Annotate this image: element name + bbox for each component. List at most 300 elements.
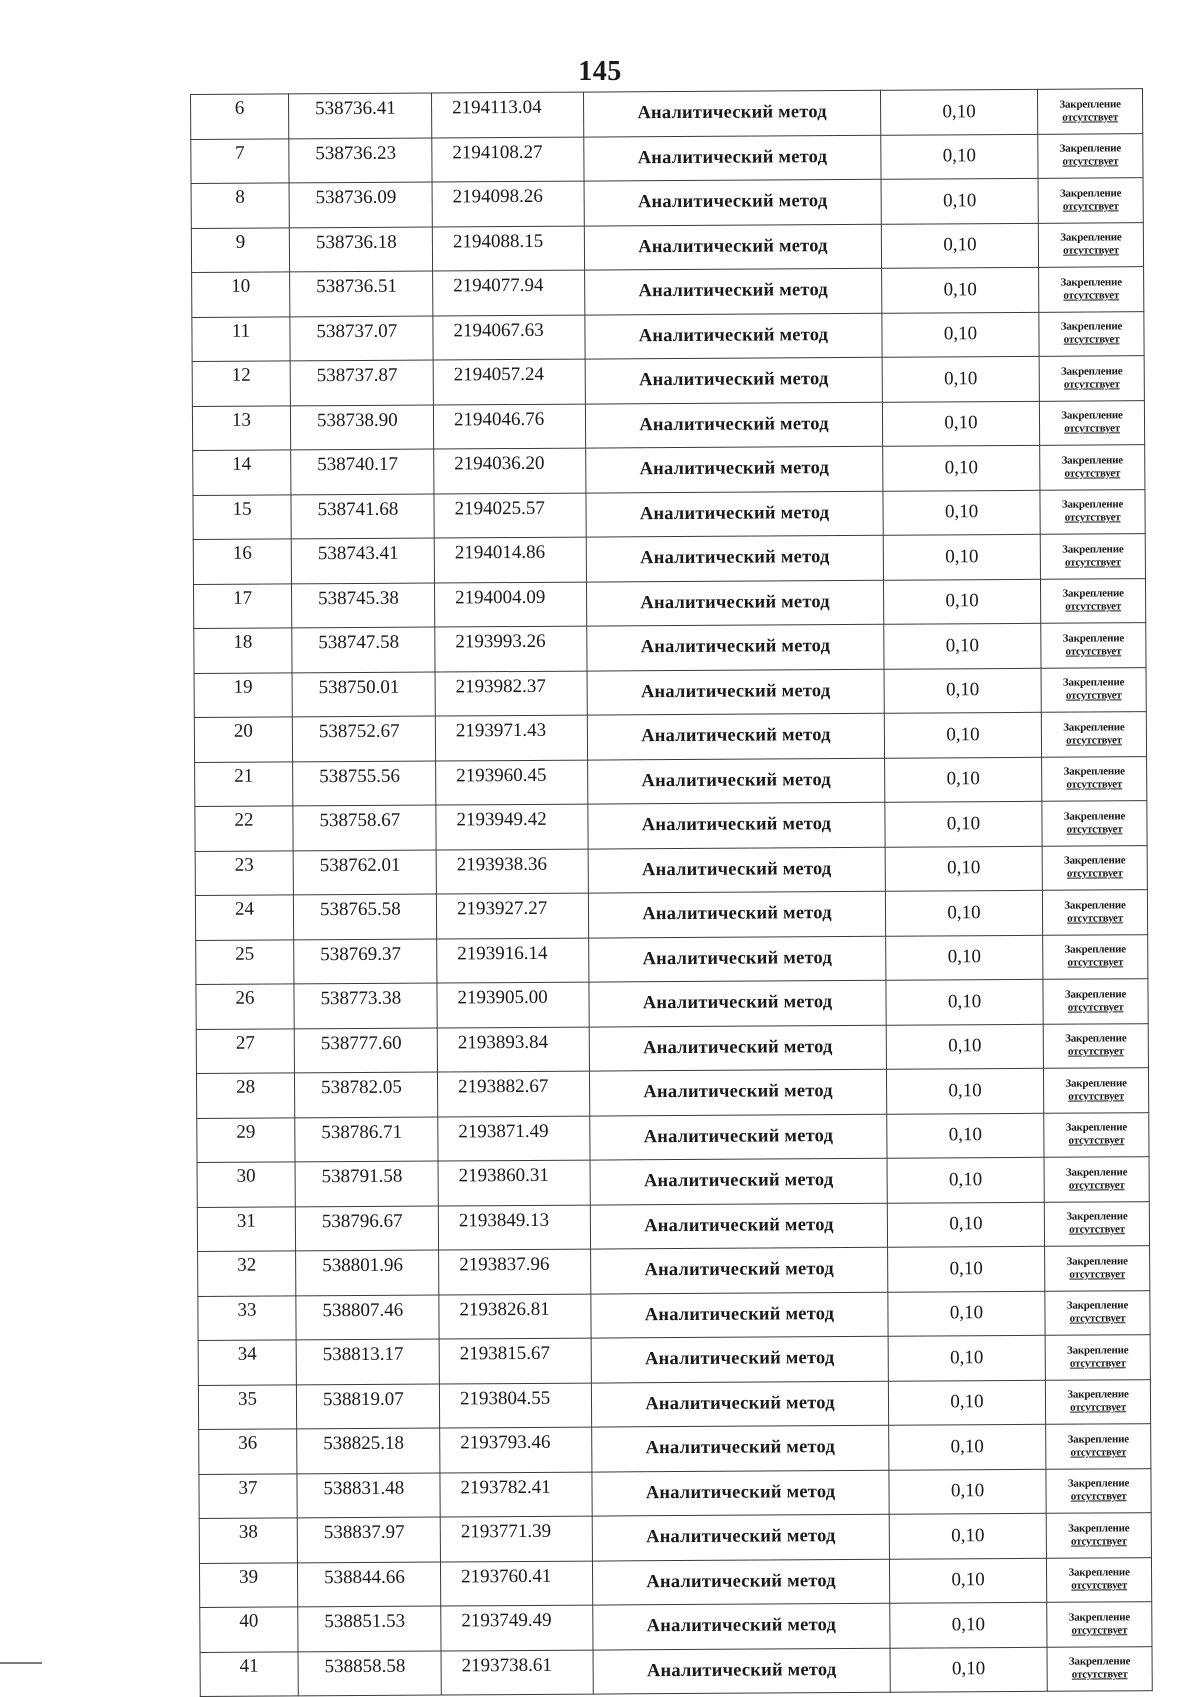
table-row xyxy=(194,667,1146,717)
x-coordinate-cell: 538736.41 xyxy=(289,93,432,138)
method-cell: Аналитический метод xyxy=(584,224,881,270)
coordinates-table-body xyxy=(191,89,1153,1697)
x-coordinate-cell: 538758.67 xyxy=(293,805,436,850)
point-number-cell: 39 xyxy=(199,1562,297,1607)
accuracy-cell: 0,10 xyxy=(888,1380,1045,1425)
accuracy-cell: 0,10 xyxy=(889,1424,1046,1469)
fixation-cell xyxy=(1040,534,1145,579)
fixation-status: отсутствует xyxy=(1063,289,1120,302)
y-coordinate-cell: 2194067.63 xyxy=(433,315,585,360)
page-number: 145 xyxy=(578,56,622,87)
method-cell: Аналитический метод xyxy=(589,1025,886,1071)
table-row xyxy=(198,1246,1150,1296)
y-coordinate-cell: 2193782.41 xyxy=(440,1472,592,1517)
fixation-label: Закрепление xyxy=(1067,1433,1129,1446)
accuracy-cell: 0,10 xyxy=(883,534,1040,579)
fixation-status: отсутствует xyxy=(1070,1446,1127,1459)
fixation-status: отсутствует xyxy=(1068,1090,1125,1103)
method-cell: Аналитический метод xyxy=(585,402,882,448)
x-coordinate-cell: 538741.68 xyxy=(291,494,434,539)
point-number-cell: 18 xyxy=(194,628,292,673)
y-coordinate-cell: 2194088.15 xyxy=(432,226,584,271)
fixation-label: Закрепление xyxy=(1063,721,1125,734)
fixation-label: Закрепление xyxy=(1060,365,1123,378)
fixation-label: Закрепление xyxy=(1064,943,1126,956)
y-coordinate-cell: 2193971.43 xyxy=(435,715,587,760)
fixation-status: отсутствует xyxy=(1066,778,1123,791)
method-cell: Аналитический метод xyxy=(588,891,885,937)
x-coordinate-cell: 538777.60 xyxy=(294,1028,437,1073)
x-coordinate-cell: 538825.18 xyxy=(297,1428,440,1473)
accuracy-cell: 0,10 xyxy=(885,846,1042,891)
fixation-status: отсутствует xyxy=(1062,200,1119,213)
table-row xyxy=(193,489,1145,539)
coordinates-table xyxy=(190,88,1153,1697)
table-row xyxy=(194,712,1146,762)
method-cell: Аналитический метод xyxy=(589,980,886,1026)
fixation-status: отсутствует xyxy=(1063,333,1120,346)
fixation-cell xyxy=(1041,623,1146,668)
y-coordinate-cell: 2193793.46 xyxy=(440,1427,592,1472)
y-coordinate-cell: 2193849.13 xyxy=(438,1205,590,1250)
accuracy-cell: 0,10 xyxy=(885,757,1042,802)
table-row xyxy=(196,979,1148,1029)
table-row xyxy=(195,845,1147,895)
point-number-cell: 12 xyxy=(192,361,290,406)
y-coordinate-cell: 2193982.37 xyxy=(435,671,587,716)
fixation-cell xyxy=(1043,1068,1148,1113)
accuracy-cell: 0,10 xyxy=(884,712,1041,757)
fixation-cell xyxy=(1045,1290,1150,1335)
x-coordinate-cell: 538801.96 xyxy=(296,1250,439,1295)
fixation-label: Закрепление xyxy=(1062,676,1125,689)
fixation-cell xyxy=(1046,1424,1151,1469)
x-coordinate-cell: 538813.17 xyxy=(296,1339,439,1384)
fixation-cell xyxy=(1047,1646,1152,1691)
fixation-status: отсутствует xyxy=(1070,1490,1127,1503)
fixation-status: отсутствует xyxy=(1065,645,1122,658)
fixation-label: Закрепление xyxy=(1063,810,1126,823)
x-coordinate-cell: 538740.17 xyxy=(291,449,434,494)
fixation-cell xyxy=(1042,890,1147,935)
method-cell: Аналитический метод xyxy=(587,669,884,715)
y-coordinate-cell: 2193749.49 xyxy=(441,1605,593,1650)
table-row xyxy=(197,1112,1149,1162)
point-number-cell: 40 xyxy=(200,1607,298,1652)
fixation-cell xyxy=(1042,801,1147,846)
fixation-label: Закрепление xyxy=(1068,1522,1130,1535)
fixation-label: Закрепление xyxy=(1065,1166,1128,1179)
point-number-cell: 37 xyxy=(199,1473,297,1518)
fixation-label: Закрепление xyxy=(1059,98,1121,111)
y-coordinate-cell: 2193860.31 xyxy=(438,1160,590,1205)
method-cell: Аналитический метод xyxy=(587,624,884,670)
table-row xyxy=(199,1468,1151,1518)
fixation-cell xyxy=(1044,1201,1149,1246)
accuracy-cell: 0,10 xyxy=(885,890,1042,935)
fixation-cell xyxy=(1041,667,1146,712)
y-coordinate-cell: 2193960.45 xyxy=(436,760,588,805)
fixation-label: Закрепление xyxy=(1059,142,1122,155)
fixation-cell xyxy=(1046,1557,1151,1602)
point-number-cell: 41 xyxy=(200,1651,298,1696)
point-number-cell: 22 xyxy=(195,806,293,851)
accuracy-cell: 0,10 xyxy=(889,1469,1046,1514)
table-row xyxy=(196,934,1148,984)
fixation-status: отсутствует xyxy=(1064,422,1120,435)
fixation-status: отсутствует xyxy=(1066,734,1122,747)
y-coordinate-cell: 2194098.26 xyxy=(432,181,584,226)
x-coordinate-cell: 538752.67 xyxy=(292,716,435,761)
table-row xyxy=(196,1068,1148,1118)
table-row xyxy=(191,89,1143,139)
y-coordinate-cell: 2194108.27 xyxy=(432,137,584,182)
table-row xyxy=(197,1157,1149,1207)
fixation-label: Закрепление xyxy=(1064,899,1126,912)
fixation-status: отсутствует xyxy=(1065,600,1122,613)
x-coordinate-cell: 538851.53 xyxy=(298,1606,441,1651)
method-cell: Аналитический метод xyxy=(591,1292,888,1338)
fixation-label: Закрепление xyxy=(1067,1477,1130,1490)
fixation-label: Закрепление xyxy=(1062,632,1125,645)
fixation-label: Закрепление xyxy=(1063,765,1125,778)
fixation-status: отсутствует xyxy=(1071,1579,1128,1592)
table-row xyxy=(192,267,1144,317)
x-coordinate-cell: 538736.09 xyxy=(289,182,432,227)
point-number-cell: 25 xyxy=(196,939,294,984)
x-coordinate-cell: 538773.38 xyxy=(294,983,437,1028)
fixation-status: отсутствует xyxy=(1069,1268,1126,1281)
fixation-cell xyxy=(1047,1602,1152,1647)
method-cell: Аналитический метод xyxy=(585,268,882,314)
x-coordinate-cell: 538743.41 xyxy=(291,538,434,583)
x-coordinate-cell: 538736.23 xyxy=(289,138,432,183)
x-coordinate-cell: 538745.38 xyxy=(291,583,434,628)
fixation-status: отсутствует xyxy=(1063,244,1119,257)
y-coordinate-cell: 2193837.96 xyxy=(439,1249,591,1294)
x-coordinate-cell: 538858.58 xyxy=(298,1650,441,1695)
method-cell: Аналитический метод xyxy=(591,1336,888,1382)
table-row xyxy=(192,356,1144,406)
x-coordinate-cell: 538736.18 xyxy=(289,227,432,272)
accuracy-cell: 0,10 xyxy=(884,623,1041,668)
fixation-status: отсутствует xyxy=(1069,1357,1126,1370)
fixation-label: Закрепление xyxy=(1061,409,1123,422)
y-coordinate-cell: 2193916.14 xyxy=(437,938,589,983)
x-coordinate-cell: 538736.51 xyxy=(290,271,433,316)
accuracy-cell: 0,10 xyxy=(888,1246,1045,1291)
method-cell: Аналитический метод xyxy=(592,1425,889,1471)
fixation-status: отсутствует xyxy=(1065,689,1122,702)
fixation-cell xyxy=(1045,1246,1150,1291)
accuracy-cell: 0,10 xyxy=(881,223,1038,268)
fixation-label: Закрепление xyxy=(1066,1255,1128,1268)
x-coordinate-cell: 538750.01 xyxy=(292,672,435,717)
table-row xyxy=(195,756,1147,806)
point-number-cell: 10 xyxy=(192,272,290,317)
method-cell: Аналитический метод xyxy=(585,357,882,403)
accuracy-cell: 0,10 xyxy=(890,1647,1047,1692)
fixation-status: отсутствует xyxy=(1068,1134,1125,1147)
y-coordinate-cell: 2194046.76 xyxy=(433,404,585,449)
margin-mark xyxy=(0,1662,42,1664)
fixation-cell xyxy=(1039,400,1144,445)
table-row xyxy=(199,1557,1151,1607)
y-coordinate-cell: 2193804.55 xyxy=(439,1383,591,1428)
table-row xyxy=(191,133,1143,183)
accuracy-cell: 0,10 xyxy=(888,1335,1045,1380)
x-coordinate-cell: 538819.07 xyxy=(296,1384,439,1429)
accuracy-cell: 0,10 xyxy=(886,1068,1043,1113)
table-row xyxy=(194,623,1146,673)
point-number-cell: 20 xyxy=(194,717,292,762)
point-number-cell: 9 xyxy=(191,227,289,272)
accuracy-cell: 0,10 xyxy=(882,312,1039,357)
fixation-cell xyxy=(1040,578,1145,623)
accuracy-cell: 0,10 xyxy=(883,579,1040,624)
x-coordinate-cell: 538786.71 xyxy=(295,1117,438,1162)
point-number-cell: 11 xyxy=(192,316,290,361)
fixation-status: отсутствует xyxy=(1071,1624,1128,1637)
method-cell: Аналитический метод xyxy=(590,1203,887,1249)
x-coordinate-cell: 538747.58 xyxy=(292,627,435,672)
point-number-cell: 32 xyxy=(198,1251,296,1296)
fixation-status: отсутствует xyxy=(1064,556,1121,569)
fixation-cell xyxy=(1044,1157,1149,1202)
fixation-cell xyxy=(1041,712,1146,757)
x-coordinate-cell: 538762.01 xyxy=(293,850,436,895)
y-coordinate-cell: 2193771.39 xyxy=(440,1516,592,1561)
fixation-cell xyxy=(1040,489,1145,534)
fixation-status: отсутствует xyxy=(1064,467,1121,480)
point-number-cell: 8 xyxy=(191,183,289,228)
fixation-status: отсутствует xyxy=(1062,155,1119,168)
fixation-label: Закрепление xyxy=(1066,1344,1129,1357)
y-coordinate-cell: 2194113.04 xyxy=(431,92,583,137)
fixation-label: Закрепление xyxy=(1060,231,1122,244)
fixation-cell xyxy=(1046,1468,1151,1513)
accuracy-cell: 0,10 xyxy=(886,979,1043,1024)
y-coordinate-cell: 2194077.94 xyxy=(433,270,585,315)
point-number-cell: 17 xyxy=(193,583,291,628)
fixation-status: отсутствует xyxy=(1067,1001,1124,1014)
y-coordinate-cell: 2193905.00 xyxy=(437,982,589,1027)
fixation-cell xyxy=(1045,1379,1150,1424)
fixation-cell xyxy=(1039,356,1144,401)
method-cell: Аналитический метод xyxy=(587,713,884,759)
table-row xyxy=(198,1290,1150,1340)
table-row xyxy=(191,222,1143,272)
accuracy-cell: 0,10 xyxy=(880,89,1037,134)
accuracy-cell: 0,10 xyxy=(881,134,1038,179)
fixation-label: Закрепление xyxy=(1065,1077,1127,1090)
method-cell: Аналитический метод xyxy=(584,179,881,225)
x-coordinate-cell: 538755.56 xyxy=(293,761,436,806)
point-number-cell: 38 xyxy=(199,1518,297,1563)
point-number-cell: 27 xyxy=(196,1028,294,1073)
fixation-status: отсутствует xyxy=(1071,1668,1128,1681)
point-number-cell: 15 xyxy=(193,494,291,539)
fixation-label: Закрепление xyxy=(1064,988,1127,1001)
fixation-status: отсутствует xyxy=(1070,1401,1126,1414)
method-cell: Аналитический метод xyxy=(588,802,885,848)
y-coordinate-cell: 2193927.27 xyxy=(436,893,588,938)
fixation-cell xyxy=(1043,1023,1148,1068)
accuracy-cell: 0,10 xyxy=(883,490,1040,535)
fixation-cell xyxy=(1037,89,1142,134)
point-number-cell: 6 xyxy=(191,94,289,139)
fixation-cell xyxy=(1044,1112,1149,1157)
fixation-cell xyxy=(1043,934,1148,979)
table-row xyxy=(196,1023,1148,1073)
accuracy-cell: 0,10 xyxy=(884,668,1041,713)
point-number-cell: 21 xyxy=(195,761,293,806)
method-cell: Аналитический метод xyxy=(588,758,885,804)
fixation-label: Закрепление xyxy=(1065,1121,1128,1134)
accuracy-cell: 0,10 xyxy=(887,1202,1044,1247)
accuracy-cell: 0,10 xyxy=(881,178,1038,223)
fixation-status: отсутствует xyxy=(1062,111,1119,124)
point-number-cell: 31 xyxy=(197,1206,295,1251)
fixation-label: Закрепление xyxy=(1067,1388,1129,1401)
x-coordinate-cell: 538765.58 xyxy=(293,894,436,939)
table-row xyxy=(200,1602,1152,1652)
x-coordinate-cell: 538844.66 xyxy=(297,1561,440,1606)
fixation-cell xyxy=(1038,178,1143,223)
fixation-label: Закрепление xyxy=(1060,320,1123,333)
y-coordinate-cell: 2193760.41 xyxy=(440,1561,592,1606)
y-coordinate-cell: 2194025.57 xyxy=(434,493,586,538)
fixation-cell xyxy=(1038,133,1143,178)
x-coordinate-cell: 538738.90 xyxy=(290,405,433,450)
fixation-status: отсутствует xyxy=(1067,956,1124,969)
x-coordinate-cell: 538769.37 xyxy=(294,939,437,984)
x-coordinate-cell: 538831.48 xyxy=(297,1472,440,1517)
y-coordinate-cell: 2194036.20 xyxy=(434,448,586,493)
fixation-label: Закрепление xyxy=(1061,498,1124,511)
method-cell: Аналитический метод xyxy=(590,1114,887,1160)
x-coordinate-cell: 538796.67 xyxy=(295,1206,438,1251)
method-cell: Аналитический метод xyxy=(592,1514,889,1560)
x-coordinate-cell: 538737.87 xyxy=(290,360,433,405)
fixation-status: отсутствует xyxy=(1069,1312,1126,1325)
table-row xyxy=(195,890,1147,940)
method-cell: Аналитический метод xyxy=(583,90,880,136)
x-coordinate-cell: 538807.46 xyxy=(296,1295,439,1340)
method-cell: Аналитический метод xyxy=(589,936,886,982)
table-row xyxy=(193,534,1145,584)
method-cell: Аналитический метод xyxy=(592,1470,889,1516)
method-cell: Аналитический метод xyxy=(589,1069,886,1115)
method-cell: Аналитический метод xyxy=(584,135,881,181)
fixation-label: Закрепление xyxy=(1066,1299,1129,1312)
table-row xyxy=(195,801,1147,851)
method-cell: Аналитический метод xyxy=(586,580,883,626)
point-number-cell: 28 xyxy=(196,1073,294,1118)
accuracy-cell: 0,10 xyxy=(889,1558,1046,1603)
method-cell: Аналитический метод xyxy=(586,491,883,537)
table-row xyxy=(199,1513,1151,1563)
fixation-status: отсутствует xyxy=(1066,867,1123,880)
point-number-cell: 23 xyxy=(195,850,293,895)
method-cell: Аналитический метод xyxy=(593,1648,890,1694)
fixation-cell xyxy=(1042,845,1147,890)
table-row xyxy=(200,1646,1152,1696)
fixation-label: Закрепление xyxy=(1059,187,1122,200)
fixation-cell xyxy=(1046,1513,1151,1558)
method-cell: Аналитический метод xyxy=(590,1158,887,1204)
method-cell: Аналитический метод xyxy=(585,313,882,359)
y-coordinate-cell: 2193993.26 xyxy=(435,626,587,671)
point-number-cell: 19 xyxy=(194,672,292,717)
table-row xyxy=(199,1424,1151,1474)
y-coordinate-cell: 2194004.09 xyxy=(434,582,586,627)
accuracy-cell: 0,10 xyxy=(887,1113,1044,1158)
accuracy-cell: 0,10 xyxy=(889,1513,1046,1558)
method-cell: Аналитический метод xyxy=(588,847,885,893)
point-number-cell: 14 xyxy=(193,450,291,495)
fixation-cell xyxy=(1040,445,1145,490)
method-cell: Аналитический метод xyxy=(586,535,883,581)
fixation-cell xyxy=(1039,267,1144,312)
method-cell: Аналитический метод xyxy=(591,1381,888,1427)
table-row xyxy=(197,1201,1149,1251)
fixation-label: Закрепление xyxy=(1061,454,1123,467)
fixation-label: Закрепление xyxy=(1062,587,1124,600)
table-row xyxy=(191,178,1143,228)
accuracy-cell: 0,10 xyxy=(883,445,1040,490)
accuracy-cell: 0,10 xyxy=(882,267,1039,312)
fixation-cell xyxy=(1042,756,1147,801)
fixation-cell xyxy=(1043,979,1148,1024)
point-number-cell: 35 xyxy=(198,1384,296,1429)
fixation-cell xyxy=(1045,1335,1150,1380)
accuracy-cell: 0,10 xyxy=(890,1602,1047,1647)
accuracy-cell: 0,10 xyxy=(885,801,1042,846)
fixation-cell xyxy=(1039,311,1144,356)
fixation-label: Закрепление xyxy=(1068,1566,1130,1579)
point-number-cell: 30 xyxy=(197,1162,295,1207)
method-cell: Аналитический метод xyxy=(592,1559,889,1605)
accuracy-cell: 0,10 xyxy=(888,1291,1045,1336)
x-coordinate-cell: 538737.07 xyxy=(290,316,433,361)
method-cell: Аналитический метод xyxy=(591,1247,888,1293)
y-coordinate-cell: 2193949.42 xyxy=(436,804,588,849)
accuracy-cell: 0,10 xyxy=(886,1024,1043,1069)
fixation-label: Закрепление xyxy=(1062,543,1124,556)
accuracy-cell: 0,10 xyxy=(886,935,1043,980)
accuracy-cell: 0,10 xyxy=(887,1157,1044,1202)
fixation-label: Закрепление xyxy=(1068,1655,1131,1668)
y-coordinate-cell: 2194014.86 xyxy=(434,537,586,582)
fixation-label: Закрепление xyxy=(1060,276,1122,289)
x-coordinate-cell: 538791.58 xyxy=(295,1161,438,1206)
fixation-status: отсутствует xyxy=(1066,823,1123,836)
fixation-status: отсутствует xyxy=(1070,1535,1127,1548)
table-row xyxy=(192,311,1144,361)
point-number-cell: 29 xyxy=(197,1117,295,1162)
point-number-cell: 13 xyxy=(192,405,290,450)
x-coordinate-cell: 538837.97 xyxy=(297,1517,440,1562)
point-number-cell: 16 xyxy=(193,539,291,584)
y-coordinate-cell: 2193893.84 xyxy=(437,1027,589,1072)
point-number-cell: 36 xyxy=(199,1429,297,1474)
fixation-status: отсутствует xyxy=(1067,912,1123,925)
point-number-cell: 24 xyxy=(195,895,293,940)
x-coordinate-cell: 538782.05 xyxy=(294,1072,437,1117)
table-row xyxy=(198,1335,1150,1385)
y-coordinate-cell: 2193738.61 xyxy=(441,1650,593,1695)
